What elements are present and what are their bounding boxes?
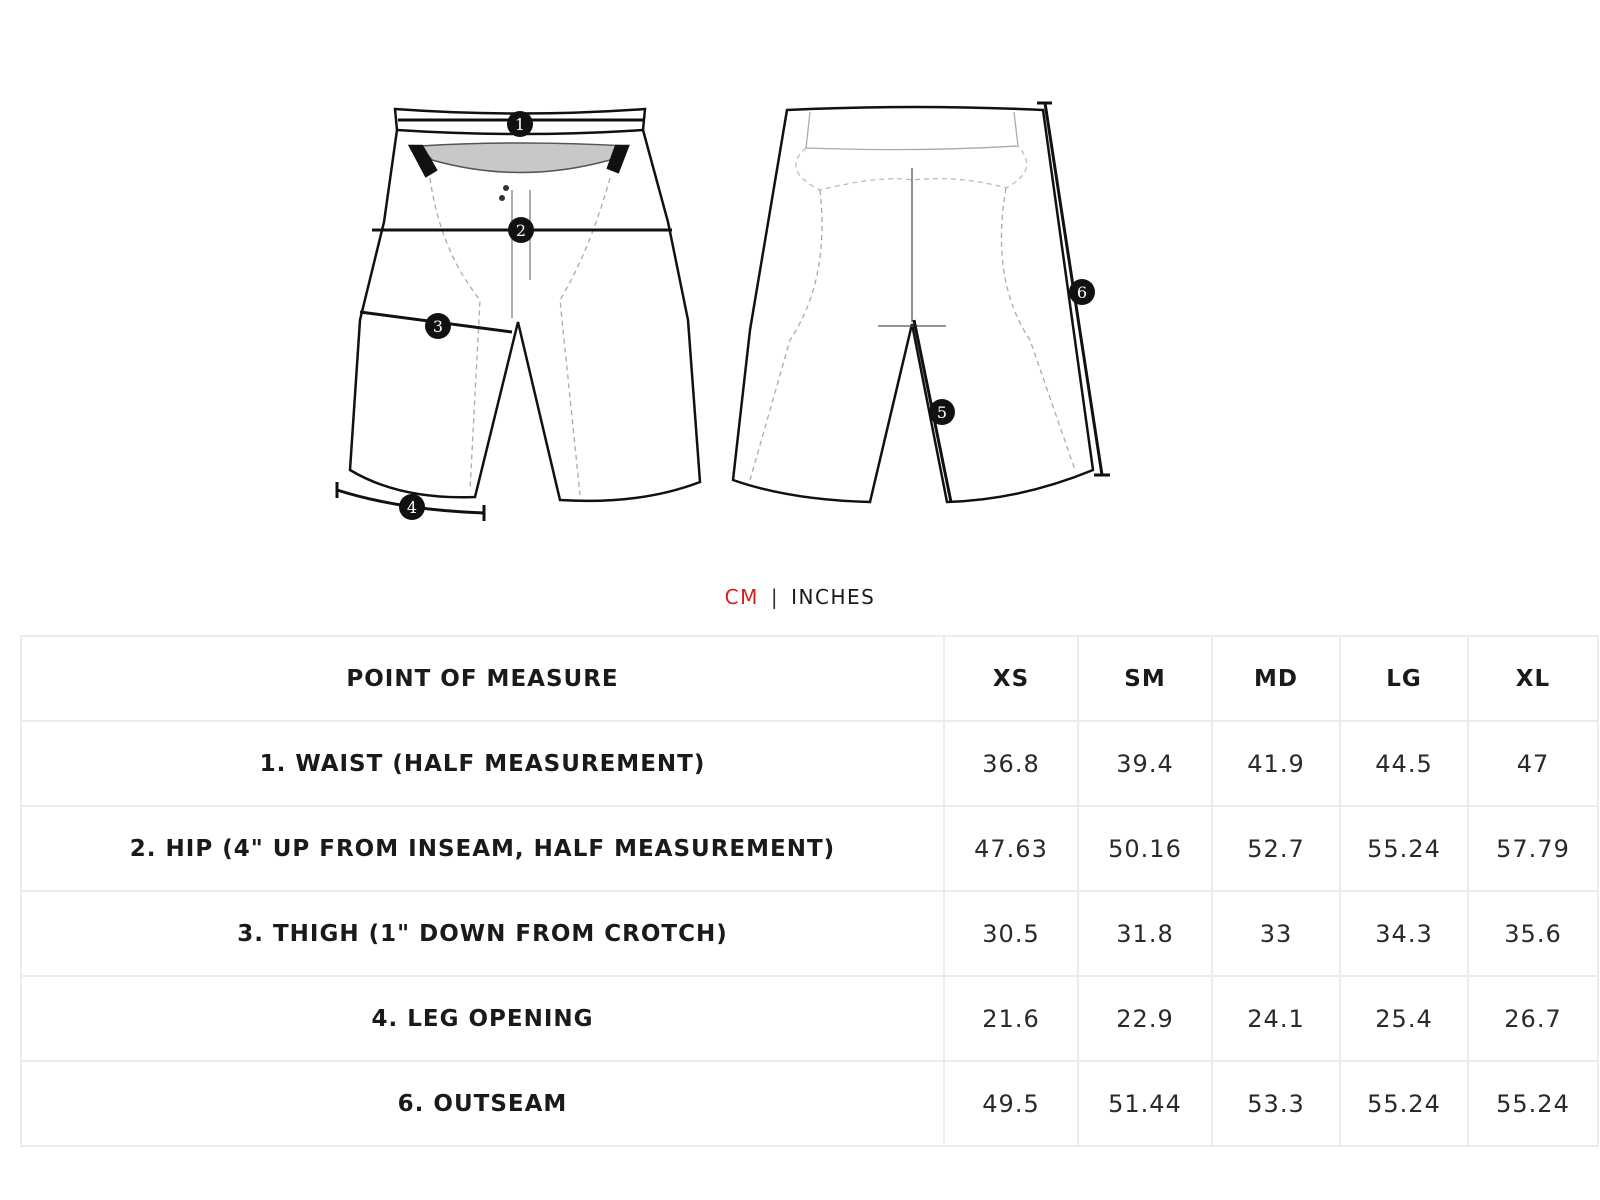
marker-2 (508, 217, 534, 243)
cell-value: 21.6 (944, 976, 1078, 1061)
marker-4 (399, 494, 425, 520)
row-label: 4. LEG OPENING (21, 976, 944, 1061)
svg-text:2: 2 (515, 221, 527, 240)
svg-text:6: 6 (1076, 283, 1088, 302)
cell-value: 26.7 (1468, 976, 1598, 1061)
cell-value: 50.16 (1078, 806, 1212, 891)
cell-value: 25.4 (1340, 976, 1468, 1061)
unit-inches-button[interactable]: INCHES (791, 585, 876, 609)
cell-value: 39.4 (1078, 721, 1212, 806)
svg-text:5: 5 (936, 403, 948, 422)
cell-value: 36.8 (944, 721, 1078, 806)
cell-value: 22.9 (1078, 976, 1212, 1061)
cell-value: 55.24 (1468, 1061, 1598, 1146)
cell-value: 34.3 (1340, 891, 1468, 976)
unit-cm-button[interactable]: CM (724, 585, 759, 609)
cell-value: 55.24 (1340, 1061, 1468, 1146)
row-label: 2. HIP (4" UP FROM INSEAM, HALF MEASUREMENT) (21, 806, 944, 891)
row-label: 1. WAIST (HALF MEASUREMENT) (21, 721, 944, 806)
table-row (21, 976, 1598, 1061)
header-size-xl: XL (1468, 636, 1598, 721)
svg-text:4: 4 (406, 498, 418, 517)
cell-value: 24.1 (1212, 976, 1340, 1061)
row-label: 6. OUTSEAM (21, 1061, 944, 1146)
cell-value: 31.8 (1078, 891, 1212, 976)
marker-5 (929, 399, 955, 425)
unit-toggle (0, 585, 1600, 609)
table-row (21, 1061, 1598, 1146)
cell-value: 51.44 (1078, 1061, 1212, 1146)
svg-text:3: 3 (432, 317, 444, 336)
table-row (21, 806, 1598, 891)
cell-value: 41.9 (1212, 721, 1340, 806)
table-row (21, 891, 1598, 976)
cell-value: 47 (1468, 721, 1598, 806)
front-measure-lines (337, 120, 672, 521)
cell-value: 47.63 (944, 806, 1078, 891)
marker-1 (507, 111, 533, 137)
marker-3 (425, 313, 451, 339)
marker-6 (1069, 279, 1095, 305)
shorts-back-view (733, 107, 1093, 502)
cell-value: 53.3 (1212, 1061, 1340, 1146)
header-size-sm: SM (1078, 636, 1212, 721)
svg-text:1: 1 (514, 115, 526, 134)
cell-value: 55.24 (1340, 806, 1468, 891)
cell-value: 30.5 (944, 891, 1078, 976)
cell-value: 44.5 (1340, 721, 1468, 806)
header-size-lg: LG (1340, 636, 1468, 721)
cell-value: 33 (1212, 891, 1340, 976)
header-size-md: MD (1212, 636, 1340, 721)
header-point-of-measure: POINT OF MEASURE (21, 636, 944, 721)
shorts-front-view (350, 109, 700, 501)
cell-value: 35.6 (1468, 891, 1598, 976)
cell-value: 57.79 (1468, 806, 1598, 891)
header-size-xs: XS (944, 636, 1078, 721)
shorts-diagram-svg (0, 0, 1600, 560)
row-label: 3. THIGH (1" DOWN FROM CROTCH) (21, 891, 944, 976)
unit-separator: | (770, 585, 780, 609)
size-chart-table (20, 635, 1599, 1147)
shorts-measurement-diagram (0, 0, 1600, 560)
table-row (21, 721, 1598, 806)
cell-value: 52.7 (1212, 806, 1340, 891)
table-header-row (21, 636, 1598, 721)
cell-value: 49.5 (944, 1061, 1078, 1146)
